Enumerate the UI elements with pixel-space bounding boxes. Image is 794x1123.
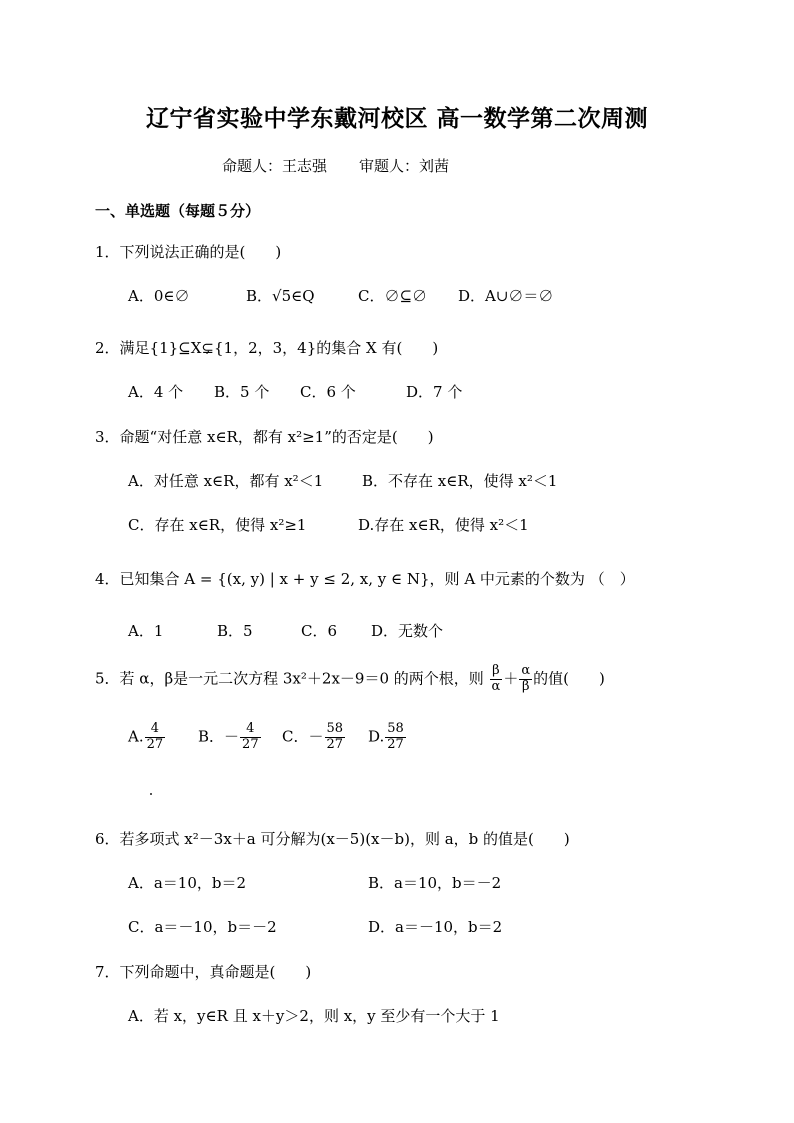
q5-option-d-fraction: $\frac{58}{27}$ [387,721,404,752]
q6-option-b: B．a＝10，b＝－2 [368,874,502,892]
q6-option-a: A．a＝10，b＝2 [128,874,247,892]
setter: 命题人：王志强 [222,157,328,175]
q2-stem: 2．满足{1}⊆X⊊{1，2，3，4}的集合 X 有( ) [95,339,439,357]
q5-option-c: C．－ $\frac{58}{27}$ [282,721,344,752]
q5-fraction-beta-over-alpha: $\frac{\beta}{\alpha}$ [491,663,501,694]
section-heading: 一、单选题（每题５分） [95,202,261,220]
q2-option-c: C．6 个 [300,383,356,401]
q6-option-d: D．a＝－10，b＝2 [368,918,503,936]
q6-stem: 6．若多项式 x²－3x＋a 可分解为(x－5)(x－b)，则 a，b 的值是( ) [95,830,570,848]
q7-stem: 7．下列命题中，真命题是( ) [95,963,312,981]
q1-option-d: D．A∪∅＝∅ [458,287,554,305]
authors-line [222,155,449,176]
q1-option-b: B．√5∈Q [246,287,315,305]
q5-option-a-fraction: $\frac{4}{27}$ [146,721,164,752]
q3-option-b: B．不存在 x∈R，使得 x²＜1 [362,472,558,490]
q5-option-b-fraction: $\frac{4}{27}$ [242,721,259,752]
q3-stem: 3．命题“对任意 x∈R，都有 x²≥1”的否定是( ) [95,428,434,446]
q5-stem-pre: 5．若 α，β是一元二次方程 3x²＋2x－9＝0 的两个根，则 [95,669,484,688]
q5-stem-post: 的值( ) [533,669,605,688]
q5-option-d: D. $\frac{58}{27}$ [368,721,404,752]
q3-option-c: C．存在 x∈R，使得 x²≥1 [128,516,307,534]
reviewer: 审题人：刘茜 [359,157,450,175]
q4-option-d: D．无数个 [371,622,444,640]
q2-option-a: A．4 个 [128,383,184,401]
q3-option-a: A．对任意 x∈R，都有 x²＜1 [128,472,324,490]
q5-option-b: B．－ $\frac{4}{27}$ [198,721,259,752]
q4-option-c: C．6 [301,622,338,640]
q4-option-b: B．5 [217,622,253,640]
q5-stem [95,664,605,695]
stray-dot [150,793,152,795]
q7-option-a: A．若 x，y∈R 且 x＋y＞2，则 x，y 至少有一个大于 1 [128,1007,500,1025]
q1-option-c: C．∅⊆∅ [358,287,428,305]
q2-option-b: B．5 个 [214,383,270,401]
q4-option-a: A．1 [128,622,164,640]
q1-option-a: A．0∈∅ [128,287,190,305]
q5-plus: ＋ [503,669,519,688]
q4-stem: 4．已知集合 A = {(x, y) | x + y ≤ 2, x, y ∈ N}，则 A 中元素的个数为 （ ） [95,570,635,588]
document-title: 辽宁省实验中学东戴河校区 高一数学第二次周测 [145,105,648,132]
q3-option-d: D.存在 x∈R，使得 x²＜1 [358,516,529,534]
q5-option-c-fraction: $\frac{58}{27}$ [326,721,344,752]
q6-option-c: C．a＝－10，b＝－2 [128,918,277,936]
q5-fraction-alpha-over-beta: $\frac{\alpha}{\beta}$ [521,663,531,694]
q1-stem: 1．下列说法正确的是( ) [95,243,282,261]
q2-option-d: D．7 个 [406,383,463,401]
q5-option-a: A. $\frac{4}{27}$ [128,721,164,752]
